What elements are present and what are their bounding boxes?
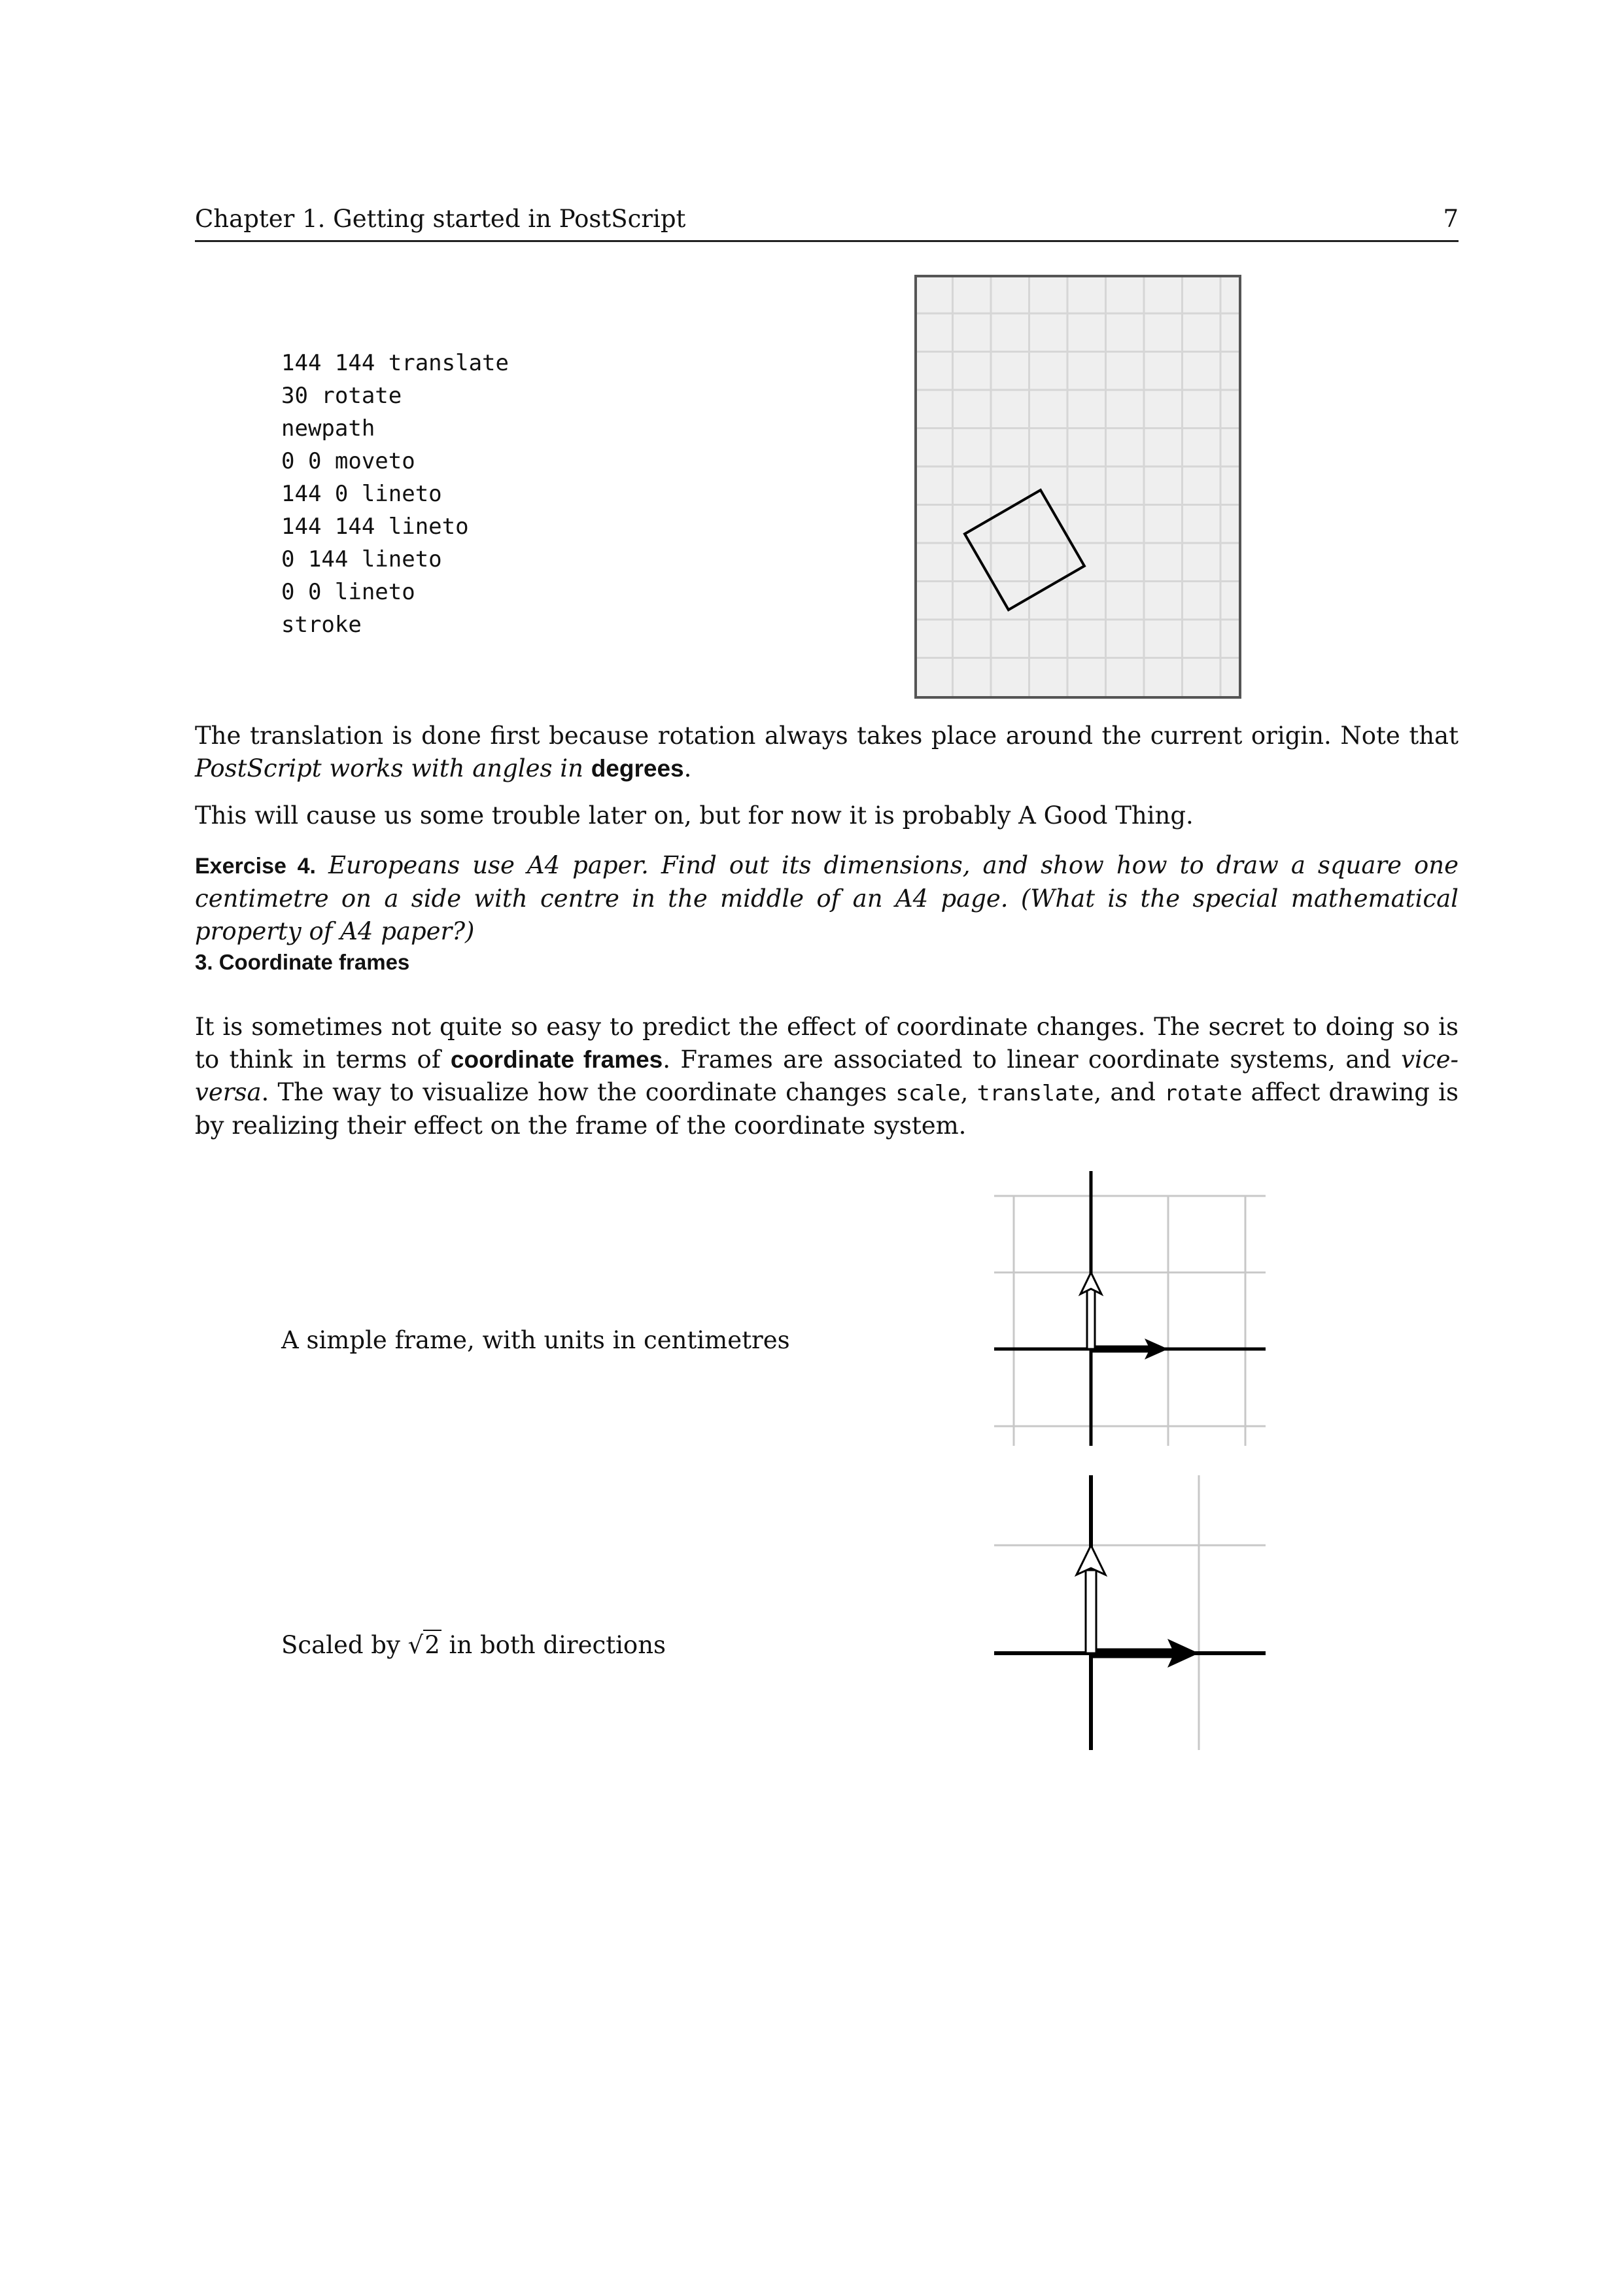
y-unit-arrow — [1086, 1570, 1096, 1653]
code-line: 0 144 lineto — [281, 546, 442, 572]
exercise-text: Europeans use A4 paper. Find out its dimensions, and show how to draw a square one centimetre on a side with centre in the middle of an A4 page. (What is the special mathematical property of A4 paper?) — [195, 851, 1459, 945]
running-header — [195, 200, 1459, 242]
figure-frame — [916, 276, 1240, 697]
paragraph-frames: It is sometimes not quite so easy to predict the effect of coordinate changes. The secret to doing so is to think in terms of coordinate frames. Frames are associated to linear coordinate systems, and vice-versa. The way to visualize how the coordinate changes scale, translate, and rotate affect drawing is by realizing their effect on the frame of the coordinate system. — [195, 1013, 1459, 1140]
code-line: 0 0 moveto — [281, 448, 415, 474]
simple-frame-figure — [988, 1171, 1275, 1452]
code-line: 144 144 lineto — [281, 514, 469, 540]
code-line: stroke — [281, 612, 362, 638]
code-line: newpath — [281, 415, 375, 442]
paragraph-translation: The translation is done first because rotation always takes place around the current origin. Note that PostScript works with angles in degrees. — [195, 722, 1459, 782]
section-number: 3. — [195, 950, 213, 974]
code-listing — [281, 347, 509, 641]
exercise-label: Exercise 4. — [195, 854, 316, 879]
code-line: 30 rotate — [281, 383, 402, 409]
section-heading — [195, 950, 409, 975]
code-line: 144 0 lineto — [281, 481, 442, 507]
section-title: Coordinate frames — [218, 950, 410, 974]
caption-scaled-frame: Scaled by √2 in both directions — [281, 1631, 666, 1659]
page-number: 7 — [1443, 205, 1459, 233]
code-line: 144 144 translate — [281, 350, 509, 376]
code-line: 0 0 lineto — [281, 579, 415, 605]
y-unit-arrow — [1087, 1289, 1095, 1349]
rotated-square-figure — [914, 275, 1241, 699]
grid-lines — [994, 1475, 1266, 1750]
exercise — [195, 849, 1459, 948]
scaled-frame-figure — [988, 1475, 1275, 1757]
chapter-title: Chapter 1. Getting started in PostScript — [195, 205, 686, 233]
sqrt-symbol: √2 — [407, 1631, 440, 1659]
grid-lines — [994, 1196, 1266, 1446]
caption-simple-frame: A simple frame, with units in centimetres — [281, 1326, 790, 1354]
paragraph-trouble: This will cause us some trouble later on, but for now it is probably A Good Thing. — [195, 801, 1194, 830]
